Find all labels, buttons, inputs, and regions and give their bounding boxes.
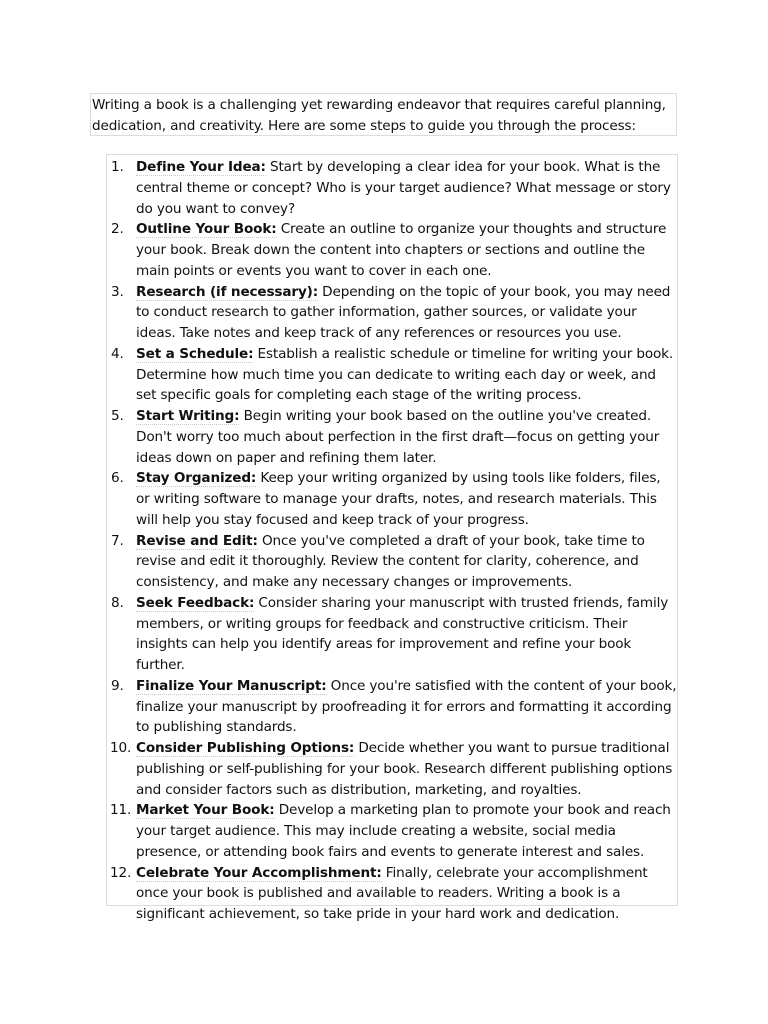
step-title: Research (if necessary): xyxy=(136,283,319,300)
step-title: Start Writing: xyxy=(136,408,240,424)
step-title: Consider Publishing Options: xyxy=(136,740,355,756)
step-title: Celebrate Your Accomplishment: xyxy=(136,864,382,881)
step-text: Decide whether you want to pursue traditional publishing or self-publishing for your book. Research different publishing options and consider factors such as distribution, marketing, and royalties. xyxy=(136,740,673,798)
step-number: 11. xyxy=(110,802,132,819)
list-item xyxy=(107,800,677,862)
step-text: Start by developing a clear idea for your book. What is the central theme or concept? Who is your target audience? What message or story do you want to convey? xyxy=(136,159,671,217)
list-item xyxy=(107,157,677,219)
step-number: 5. xyxy=(111,408,124,424)
step-number: 6. xyxy=(111,470,124,487)
step-title: Define Your Idea: xyxy=(136,159,266,175)
step-title: Set a Schedule: xyxy=(136,345,254,362)
step-number: 4. xyxy=(111,345,124,362)
step-text: Develop a marketing plan to promote your book and reach your target audience. This may include creating a website, social media presence, or attending book fairs and events to generate interest and sales. xyxy=(136,802,671,860)
step-number: 7. xyxy=(111,532,124,549)
step-text: Once you've completed a draft of your book, take time to revise and edit it thoroughly. Review the content for clarity, coherence, and consistency, and make any necessary changes or improvements. xyxy=(136,532,645,590)
step-number: 2. xyxy=(111,221,124,238)
step-number: 8. xyxy=(111,594,124,611)
step-text: Depending on the topic of your book, you may need to conduct research to gather information, gather sources, or validate your ideas. Take notes and keep track of any references or resources you use. xyxy=(136,283,671,341)
step-text: Create an outline to organize your thoughts and structure your book. Break down the content into chapters or sections and outline the main points or events you want to cover in each one. xyxy=(136,221,667,279)
step-text: Once you're satisfied with the content of your book, finalize your manuscript by proofreading it for errors and formatting it according to publishing standards. xyxy=(136,677,677,736)
intro-paragraph: Writing a book is a challenging yet rewarding endeavor that requires careful planning, dedication, and creativity. Here are some steps to guide you through the process: xyxy=(90,93,677,136)
list-item xyxy=(107,738,677,800)
step-text: Begin writing your book based on the outline you've created. Don't worry too much about perfection in the first draft—focus on getting your ideas down on paper and refining them later. xyxy=(136,408,660,466)
list-item xyxy=(107,344,677,406)
list-item xyxy=(107,468,677,530)
step-number: 1. xyxy=(111,159,124,175)
list-item xyxy=(107,219,677,281)
step-number: 3. xyxy=(111,283,124,300)
step-title: Revise and Edit: xyxy=(136,532,258,549)
step-number: 12. xyxy=(110,864,132,881)
steps-list xyxy=(106,154,678,922)
list-item xyxy=(107,282,677,344)
list-item xyxy=(107,593,677,676)
step-title: Finalize Your Manuscript: xyxy=(136,677,327,694)
list-item xyxy=(107,406,677,468)
step-title: Market Your Book: xyxy=(136,802,275,819)
step-number: 9. xyxy=(111,677,124,694)
list-item xyxy=(107,531,677,593)
step-text: Keep your writing organized by using tools like folders, files, or writing software to manage your drafts, notes, and research materials. This will help you stay focused and keep track of your progress. xyxy=(136,470,661,528)
step-title: Outline Your Book: xyxy=(136,221,277,238)
step-title: Seek Feedback: xyxy=(136,594,255,611)
step-text: Establish a realistic schedule or timeline for writing your book. Determine how much time you can dedicate to writing each day or week, and set specific goals for completing each stage of the writing process. xyxy=(136,345,674,404)
list-item xyxy=(107,676,677,738)
list-item xyxy=(107,863,677,925)
step-number: 10. xyxy=(110,740,132,756)
step-text: Finally, celebrate your accomplishment once your book is published and available to readers. Writing a book is a significant achievement, so take pride in your hard work and dedication. xyxy=(136,864,648,922)
step-text: Consider sharing your manuscript with trusted friends, family members, or writing groups for feedback and constructive criticism. Their insights can help you identify areas for improvement and refine your book further. xyxy=(136,594,669,673)
step-title: Stay Organized: xyxy=(136,470,257,487)
